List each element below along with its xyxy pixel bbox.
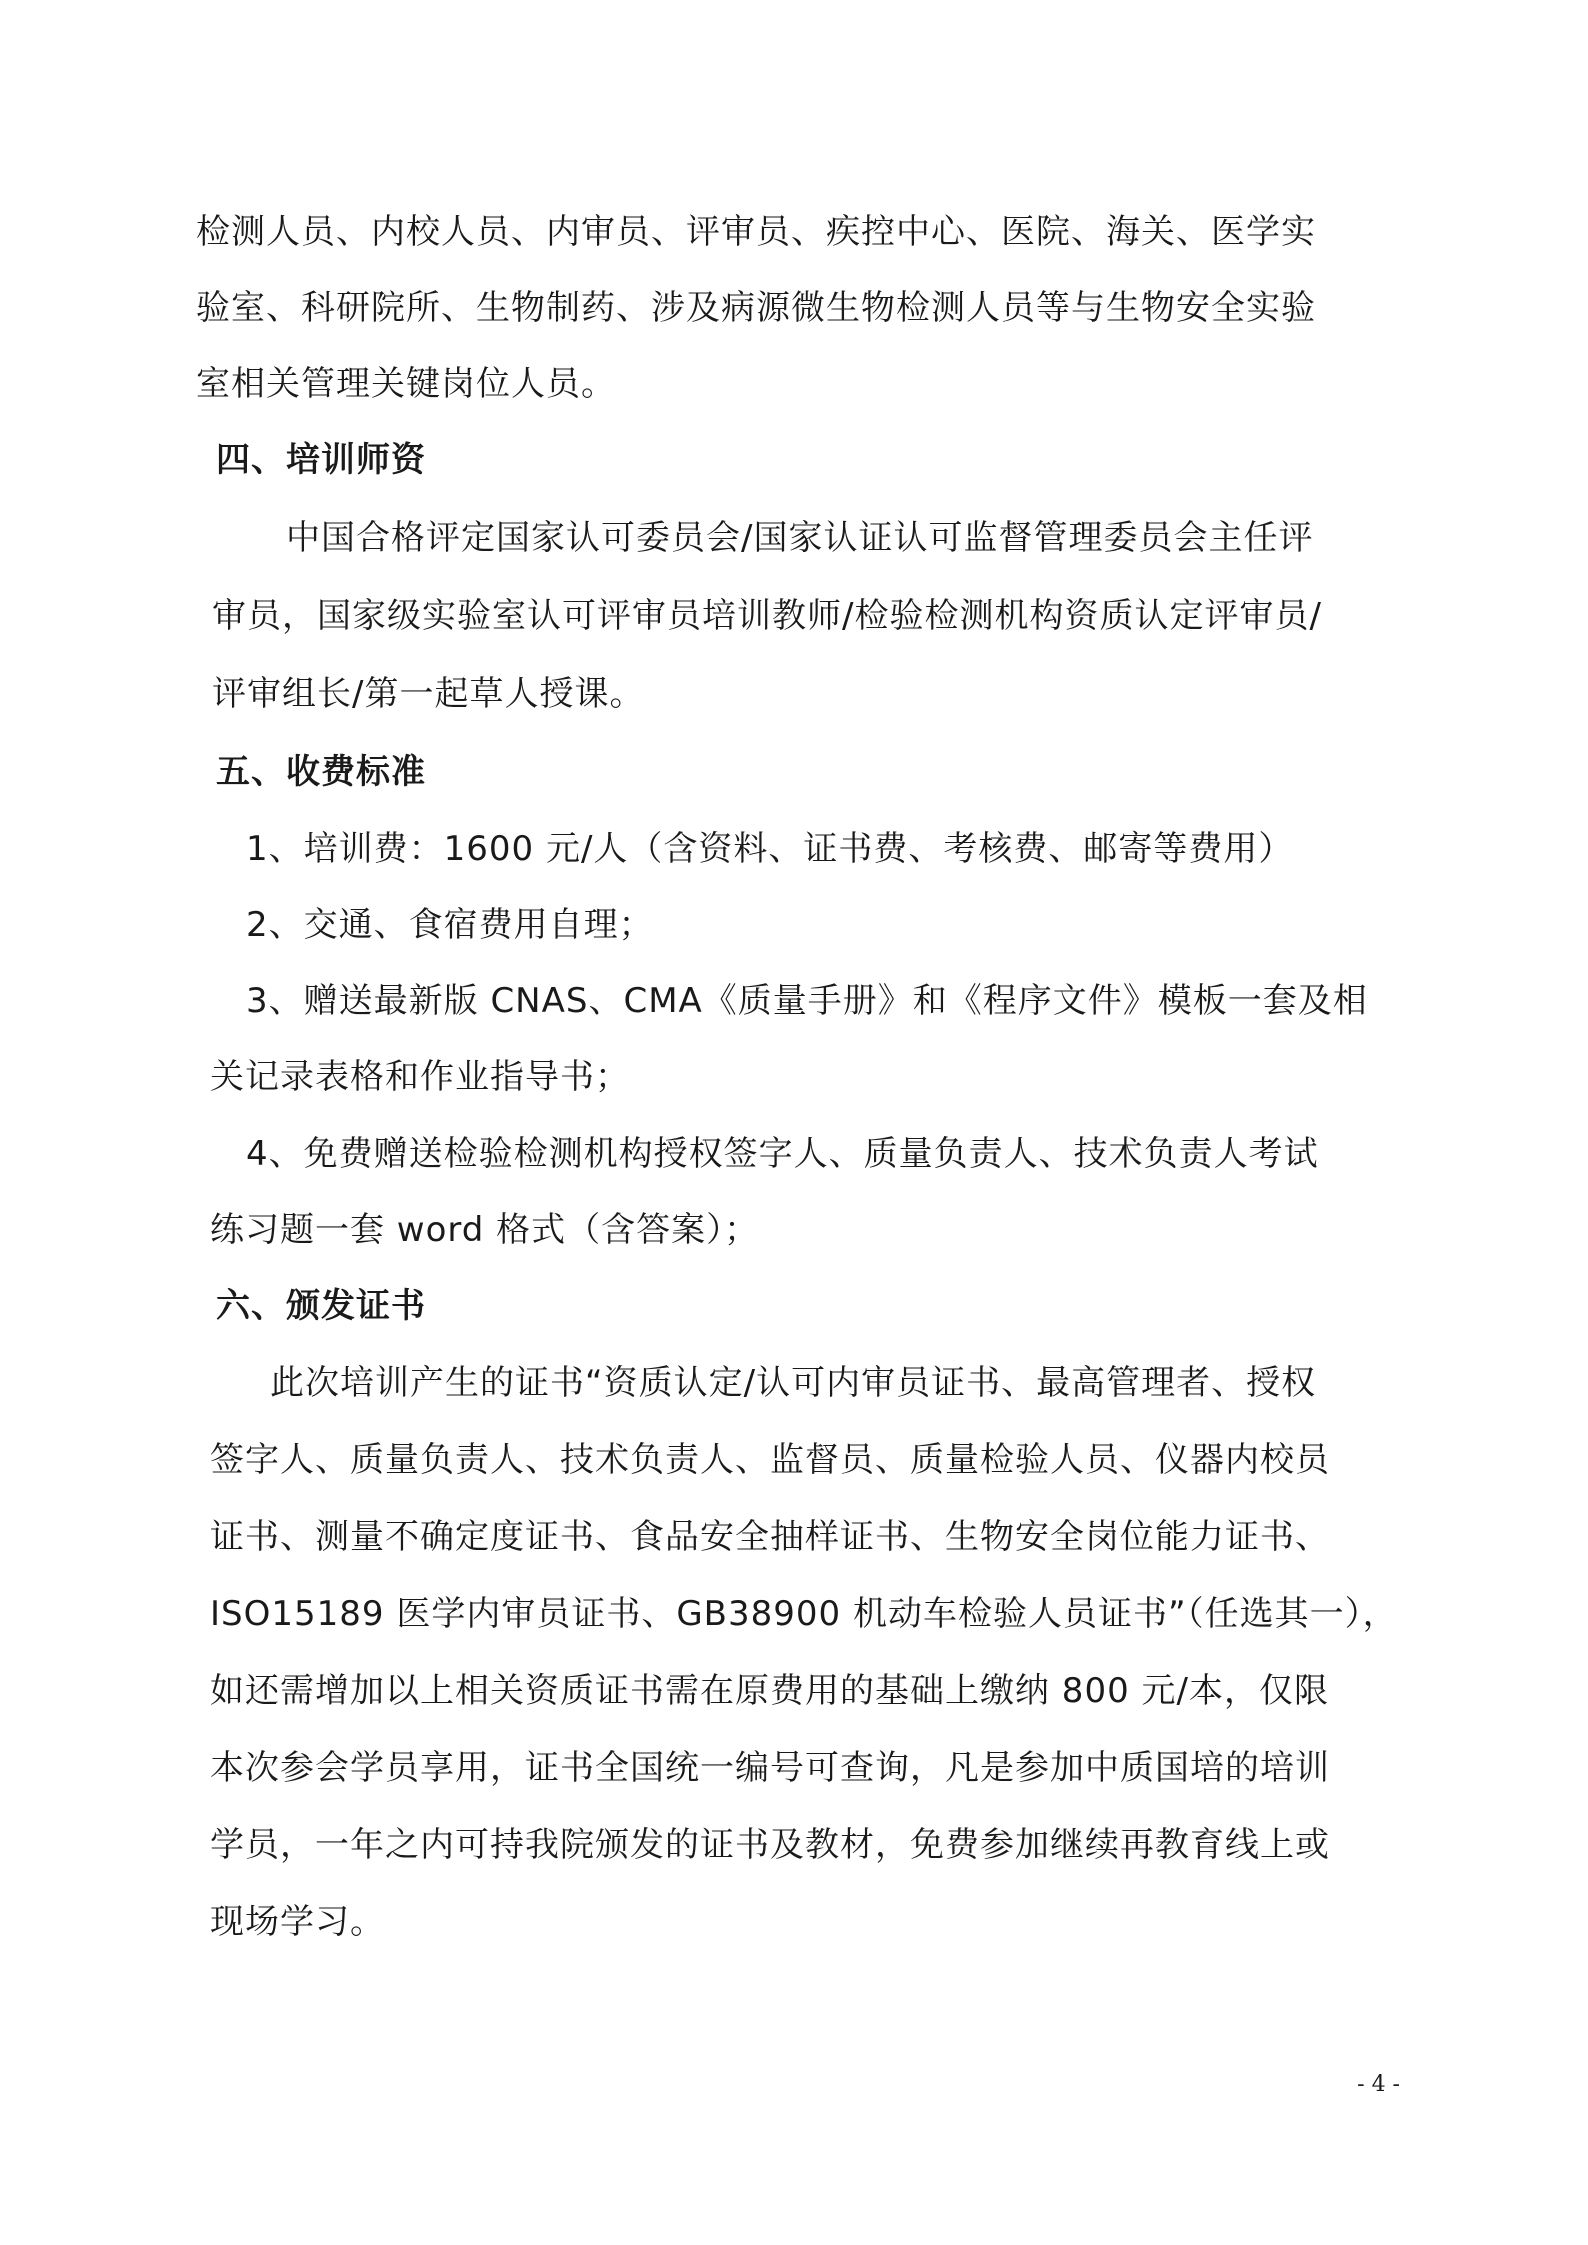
instructors-line-1: 中国合格评定国家认可委员会/国家认证认可监督管理委员会主任评 [286,518,1314,558]
page-number: - 4 - [1357,2072,1400,2097]
certificates-line-4: ISO15189 医学内审员证书、GB38900 机动车检验人员证书”（任选其一）， [210,1594,1398,1634]
certificates-line-7: 学员，一年之内可持我院颁发的证书及教材，免费参加继续再教育线上或 [210,1825,1330,1865]
fee-item-1: 1、培训费：1600 元/人（含资料、证书费、考核费、邮寄等费用） [246,829,1294,869]
certificates-line-8: 现场学习。 [210,1902,385,1942]
section-heading-instructors: 四、培训师资 [216,440,426,480]
personnel-line-2: 验室、科研院所、生物制药、涉及病源微生物检测人员等与生物安全实验 [196,288,1316,328]
fee-item-4: 4、免费赠送检验检测机构授权签字人、质量负责人、技术负责人考试 [246,1134,1319,1174]
fee-item-3: 3、赠送最新版 CNAS、CMA《质量手册》和《程序文件》模板一套及相 [246,981,1368,1021]
section-heading-fees: 五、收费标准 [216,752,426,792]
certificates-line-6: 本次参会学员享用，证书全国统一编号可查询，凡是参加中质国培的培训 [210,1748,1330,1788]
certificates-line-3: 证书、测量不确定度证书、食品安全抽样证书、生物安全岗位能力证书、 [210,1517,1330,1557]
fee-item-3-cont: 关记录表格和作业指导书； [210,1057,630,1097]
instructors-line-3: 评审组长/第一起草人授课。 [212,674,645,714]
certificates-line-2: 签字人、质量负责人、技术负责人、监督员、质量检验人员、仪器内校员 [210,1440,1330,1480]
personnel-line-1: 检测人员、内校人员、内审员、评审员、疾控中心、医院、海关、医学实 [196,212,1316,252]
certificates-line-5: 如还需增加以上相关资质证书需在原费用的基础上缴纳 800 元/本，仅限 [210,1671,1329,1711]
section-heading-certificates: 六、颁发证书 [216,1286,426,1326]
instructors-line-2: 审员，国家级实验室认可评审员培训教师/检验检测机构资质认定评审员/ [212,596,1322,636]
fee-item-4-cont: 练习题一套 word 格式（含答案）； [210,1210,760,1250]
fee-item-2: 2、交通、食宿费用自理； [246,905,654,945]
certificates-line-1: 此次培训产生的证书“资质认定/认可内审员证书、最高管理者、授权 [270,1363,1317,1403]
personnel-line-3: 室相关管理关键岗位人员。 [196,364,616,404]
